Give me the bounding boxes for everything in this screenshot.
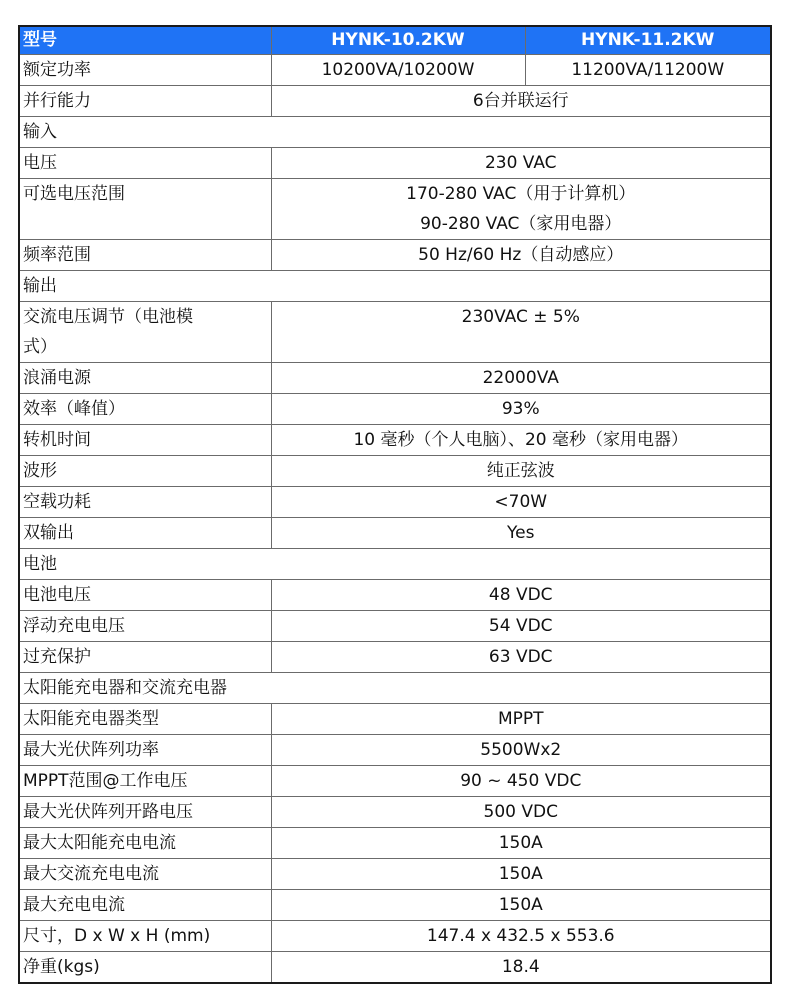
row-value: 93%	[271, 394, 771, 425]
header-model-2: HYNK-11.2KW	[525, 26, 771, 55]
row-value: 6台并联运行	[271, 86, 771, 117]
row-value: 5500Wx2	[271, 735, 771, 766]
row-label: 电压	[19, 148, 271, 179]
row-value: 150A	[271, 859, 771, 890]
row-label: 可选电压范围	[19, 179, 271, 240]
table-row	[19, 456, 771, 487]
row-label: 尺寸，D x W x H (mm)	[19, 921, 271, 952]
section-row	[19, 117, 771, 148]
row-label: 空载功耗	[19, 487, 271, 518]
row-label: 转机时间	[19, 425, 271, 456]
row-value: 48 VDC	[271, 580, 771, 611]
table-row	[19, 704, 771, 735]
value-line: 90-280 VAC（家用电器）	[420, 214, 622, 234]
table-row	[19, 580, 771, 611]
row-label: 效率（峰值）	[19, 394, 271, 425]
table-header-row	[19, 26, 771, 55]
table-row	[19, 921, 771, 952]
row-value-model-1: 10200VA/10200W	[271, 55, 525, 86]
table-row	[19, 952, 771, 984]
row-label: 最大光伏阵列开路电压	[19, 797, 271, 828]
table-row	[19, 890, 771, 921]
row-value: 50 Hz/60 Hz（自动感应）	[271, 240, 771, 271]
row-label: 过充保护	[19, 642, 271, 673]
row-label: 最大充电电流	[19, 890, 271, 921]
table-row	[19, 86, 771, 117]
row-label: 最大光伏阵列功率	[19, 735, 271, 766]
spec-sheet	[18, 25, 770, 984]
section-title: 输入	[19, 117, 771, 148]
row-label: 浪涌电源	[19, 363, 271, 394]
row-value: 150A	[271, 828, 771, 859]
table-row-rated-power	[19, 55, 771, 86]
row-value-model-2: 11200VA/11200W	[525, 55, 771, 86]
table-row	[19, 240, 771, 271]
table-row	[19, 642, 771, 673]
row-value: 22000VA	[271, 363, 771, 394]
table-row	[19, 425, 771, 456]
table-row	[19, 394, 771, 425]
row-label: 最大交流充电电流	[19, 859, 271, 890]
table-row	[19, 611, 771, 642]
row-label: 浮动充电电压	[19, 611, 271, 642]
table-row	[19, 797, 771, 828]
row-value: 230VAC ± 5%	[271, 302, 771, 363]
row-value: MPPT	[271, 704, 771, 735]
section-title: 电池	[19, 549, 771, 580]
header-model-1: HYNK-10.2KW	[271, 26, 525, 55]
section-row	[19, 673, 771, 704]
section-row	[19, 271, 771, 302]
table-row	[19, 766, 771, 797]
row-label: 双输出	[19, 518, 271, 549]
row-value: 147.4 x 432.5 x 553.6	[271, 921, 771, 952]
row-value	[271, 179, 771, 240]
label-line: 交流电压调节（电池模	[23, 307, 193, 327]
table-row	[19, 487, 771, 518]
table-row	[19, 518, 771, 549]
row-label: 净重(kgs)	[19, 952, 271, 984]
table-row	[19, 828, 771, 859]
row-label	[19, 302, 271, 363]
table-row	[19, 363, 771, 394]
row-value: 纯正弦波	[271, 456, 771, 487]
row-label: 太阳能充电器类型	[19, 704, 271, 735]
table-row	[19, 859, 771, 890]
row-value: Yes	[271, 518, 771, 549]
row-label: MPPT范围@工作电压	[19, 766, 271, 797]
table-row	[19, 735, 771, 766]
row-value: 230 VAC	[271, 148, 771, 179]
value-line: 170-280 VAC（用于计算机）	[406, 184, 636, 204]
row-value: <70W	[271, 487, 771, 518]
header-model-label: 型号	[19, 26, 271, 55]
section-row	[19, 549, 771, 580]
row-value: 90 ~ 450 VDC	[271, 766, 771, 797]
spec-table	[18, 25, 772, 984]
row-value: 10 毫秒（个人电脑）、20 毫秒（家用电器）	[271, 425, 771, 456]
row-label: 最大太阳能充电电流	[19, 828, 271, 859]
row-value: 500 VDC	[271, 797, 771, 828]
row-value: 150A	[271, 890, 771, 921]
row-value: 18.4	[271, 952, 771, 984]
row-value: 63 VDC	[271, 642, 771, 673]
row-label: 频率范围	[19, 240, 271, 271]
row-label: 电池电压	[19, 580, 271, 611]
table-row-ac-regulation	[19, 302, 771, 363]
section-title: 太阳能充电器和交流充电器	[19, 673, 771, 704]
row-label: 波形	[19, 456, 271, 487]
label-line: 式）	[23, 337, 57, 357]
row-label: 额定功率	[19, 55, 271, 86]
table-row-voltage-range	[19, 179, 771, 240]
row-label: 并行能力	[19, 86, 271, 117]
row-value: 54 VDC	[271, 611, 771, 642]
section-title: 输出	[19, 271, 771, 302]
table-row	[19, 148, 771, 179]
